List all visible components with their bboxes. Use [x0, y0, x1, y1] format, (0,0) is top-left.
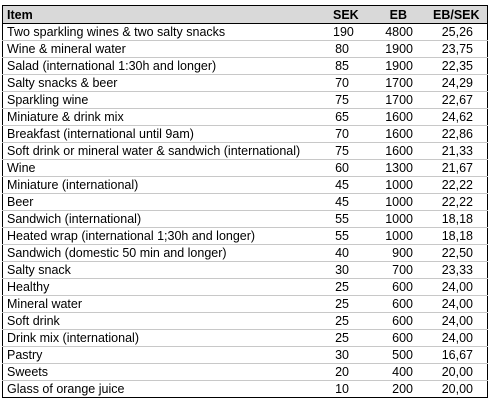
- cell-item: Sandwich (domestic 50 min and longer): [3, 245, 330, 262]
- cell-item: Wine & mineral water: [3, 41, 330, 58]
- cell-sek: 70: [329, 126, 369, 143]
- table-row: [3, 211, 488, 228]
- cell-eb: 1000: [369, 177, 429, 194]
- cell-eb: 900: [369, 245, 429, 262]
- cell-eb-sek: 16,67: [429, 347, 488, 364]
- cell-eb-sek: 21,33: [429, 143, 488, 160]
- cell-eb-sek: 22,67: [429, 92, 488, 109]
- cell-sek: 30: [329, 347, 369, 364]
- cell-eb-sek: 20,00: [441, 382, 473, 396]
- cell-item: Salty snacks & beer: [3, 75, 330, 92]
- cell-item: Beer: [3, 194, 330, 211]
- cell-eb: 400: [369, 364, 429, 381]
- cell-item: Sparkling wine: [3, 92, 330, 109]
- table-row: [3, 347, 488, 364]
- column-header-sek: SEK: [329, 6, 369, 24]
- cell-eb-sek: 25,26: [429, 24, 488, 41]
- cell-sek: 85: [329, 58, 369, 75]
- cell-eb: 1900: [369, 58, 429, 75]
- cell-sek: 70: [329, 75, 369, 92]
- table-row: [3, 296, 488, 313]
- table-row: [3, 364, 488, 381]
- cell-eb: 600: [369, 279, 429, 296]
- cell-eb-sek: 24,00: [429, 279, 488, 296]
- cell-eb-sek: 22,50: [429, 245, 488, 262]
- cell-sek: 25: [329, 313, 369, 330]
- cell-eb: 200: [392, 382, 413, 396]
- cell-eb-sek: 18,18: [429, 211, 488, 228]
- cell-item: Sandwich (international): [3, 211, 330, 228]
- table-row: [3, 262, 488, 279]
- cell-item: Pastry: [3, 347, 330, 364]
- table-body: [3, 24, 488, 398]
- cell-sek: 25: [329, 279, 369, 296]
- cell-eb-sek: 20,00: [429, 364, 488, 381]
- cell-eb-sek: 23,75: [429, 41, 488, 58]
- cell-eb-sek: 24,00: [429, 330, 488, 347]
- cell-eb: 600: [369, 313, 429, 330]
- cell-item: Salad (international 1:30h and longer): [3, 58, 330, 75]
- cell-eb: 1000: [369, 228, 429, 245]
- table-row: [3, 126, 488, 143]
- cell-eb: 600: [369, 330, 429, 347]
- cell-eb-sek: 24,62: [429, 109, 488, 126]
- cell-sek: 75: [329, 92, 369, 109]
- cell-eb-sek: 24,00: [429, 313, 488, 330]
- cell-eb: 500: [369, 347, 429, 364]
- cell-sek: 75: [329, 143, 369, 160]
- cell-sek: 25: [329, 330, 369, 347]
- table-row: [3, 177, 488, 194]
- cell-item: Sweets: [3, 364, 330, 381]
- cell-sek: 20: [329, 364, 369, 381]
- cell-item: Breakfast (international until 9am): [3, 126, 330, 143]
- cell-eb-sek: 24,00: [429, 296, 488, 313]
- table-row: [3, 41, 488, 58]
- cell-item: Two sparkling wines & two salty snacks: [3, 24, 330, 41]
- cell-item: Miniature & drink mix: [3, 109, 330, 126]
- cell-sek: 80: [329, 41, 369, 58]
- table-row: [3, 313, 488, 330]
- table-row: [3, 245, 488, 262]
- table-row: [3, 58, 488, 75]
- cell-eb-sek: 22,22: [429, 194, 488, 211]
- table-row: [3, 24, 488, 41]
- cell-sek: 40: [329, 245, 369, 262]
- column-header-eb-sek: EB/SEK: [429, 6, 488, 24]
- cell-eb: 1300: [369, 160, 429, 177]
- table-row: [3, 381, 488, 398]
- column-header-item: Item: [3, 6, 330, 24]
- table-row: [3, 143, 488, 160]
- cell-sek: 55: [329, 211, 369, 228]
- table-row: [3, 330, 488, 347]
- cell-eb-sek: 21,67: [429, 160, 488, 177]
- cell-eb-sek: 24,29: [429, 75, 488, 92]
- cell-eb-sek: 18,18: [429, 228, 488, 245]
- cell-item: Mineral water: [3, 296, 330, 313]
- table-row: [3, 279, 488, 296]
- cell-item: Miniature (international): [3, 177, 330, 194]
- cell-eb: 1700: [369, 92, 429, 109]
- cell-eb: 600: [369, 296, 429, 313]
- cell-eb: 1600: [369, 126, 429, 143]
- table-row: [3, 194, 488, 211]
- header-row: [3, 6, 488, 24]
- cell-sek: 10: [335, 382, 349, 396]
- cell-eb: 1900: [369, 41, 429, 58]
- cell-item: Glass of orange juice: [7, 382, 125, 396]
- column-header-eb: EB: [369, 6, 429, 24]
- cell-eb: 4800: [369, 24, 429, 41]
- cell-sek: 60: [329, 160, 369, 177]
- cell-sek: 45: [329, 177, 369, 194]
- table-row: [3, 92, 488, 109]
- cell-sek: 45: [329, 194, 369, 211]
- price-table: [2, 5, 488, 398]
- cell-sek: 55: [329, 228, 369, 245]
- cell-eb: 700: [369, 262, 429, 279]
- cell-sek: 30: [329, 262, 369, 279]
- cell-sek: 65: [329, 109, 369, 126]
- cell-eb-sek: 22,86: [429, 126, 488, 143]
- cell-eb: 1600: [369, 109, 429, 126]
- cell-sek: 25: [329, 296, 369, 313]
- cell-eb: 1000: [369, 211, 429, 228]
- cell-eb: 1000: [369, 194, 429, 211]
- cell-item: Soft drink or mineral water & sandwich (international): [3, 143, 330, 160]
- cell-item: Soft drink: [3, 313, 330, 330]
- cell-sek: 190: [329, 24, 369, 41]
- table-row: [3, 75, 488, 92]
- cell-item: Heated wrap (international 1;30h and longer): [3, 228, 330, 245]
- cell-eb-sek: 22,22: [429, 177, 488, 194]
- cell-item: Healthy: [3, 279, 330, 296]
- table-row: [3, 160, 488, 177]
- table-row: [3, 228, 488, 245]
- cell-item: Drink mix (international): [3, 330, 330, 347]
- cell-eb-sek: 22,35: [429, 58, 488, 75]
- cell-eb: 1700: [369, 75, 429, 92]
- cell-eb-sek: 23,33: [429, 262, 488, 279]
- table-header: [3, 6, 488, 24]
- cell-eb: 1600: [369, 143, 429, 160]
- cell-item: Wine: [3, 160, 330, 177]
- cell-item: Salty snack: [3, 262, 330, 279]
- table-row: [3, 109, 488, 126]
